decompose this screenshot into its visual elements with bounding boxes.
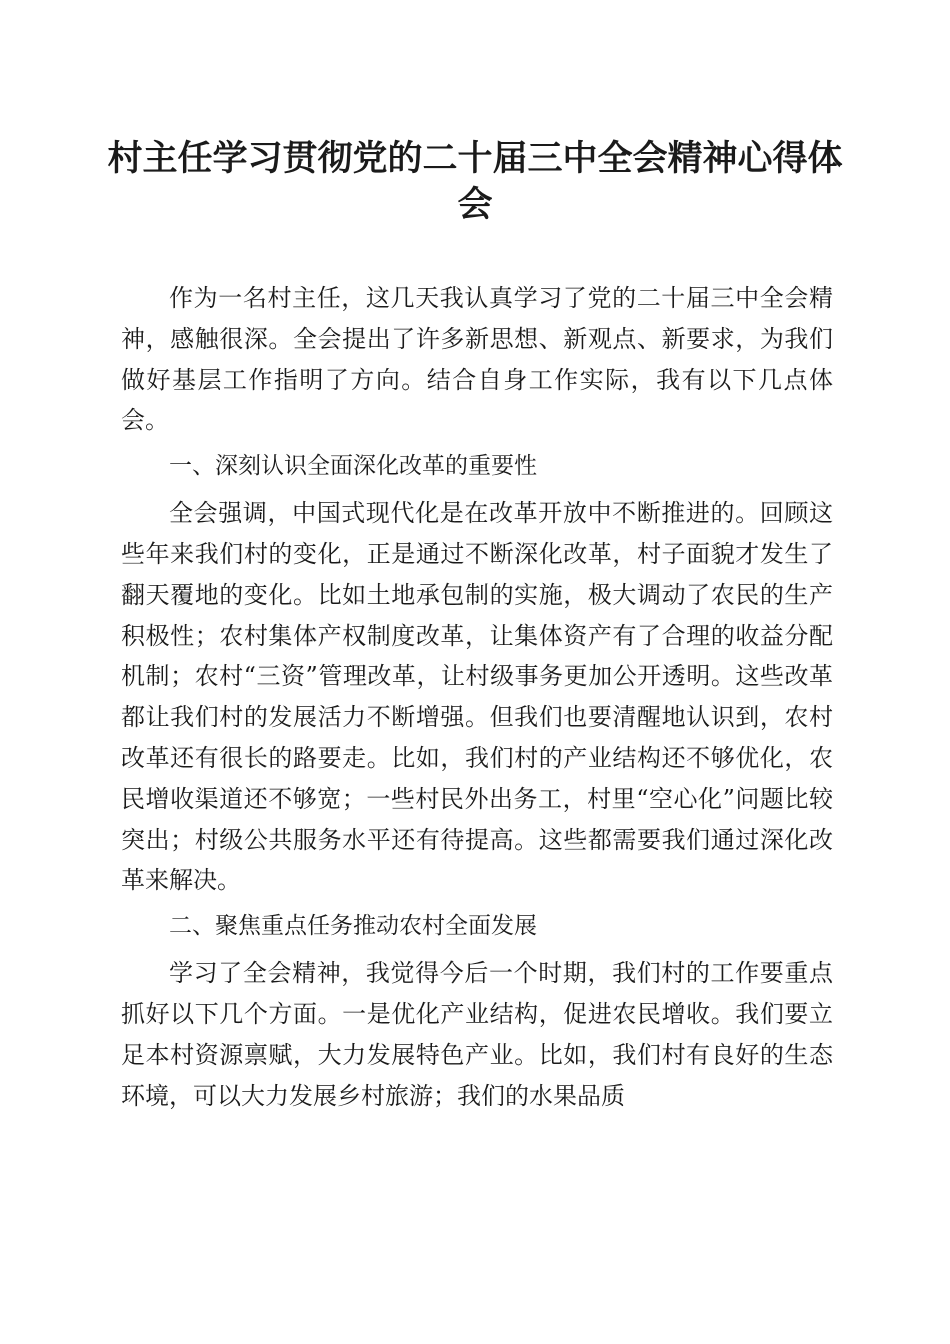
document-title: 村主任学习贯彻党的二十届三中全会精神心得体会: [107, 138, 843, 225]
document-body: [121, 278, 833, 1122]
section-1-paragraph: 全会强调，中国式现代化是在改革开放中不断推进的。回顾这些年来我们村的变化，正是通过不断深化改革，村子面貌才发生了翻天覆地的变化。比如土地承包制的实施，极大调动了农民的生产积极性；农村集体产权制度改革，让集体资产有了合理的收益分配机制；农村“三资”管理改革，让村级事务更加公开透明。这些改革都让我们村的发展活力不断增强。但我们也要清醒地认识到，农村改革还有很长的路要走。比如，我们村的产业结构还不够优化，农民增收渠道还不够宽；一些村民外出务工，村里“空心化”问题比较突出；村级公共服务水平还有待提高。这些都需要我们通过深化改革来解决。: [121, 499, 833, 895]
section-2-heading: 二、聚焦重点任务推动农村全面发展: [169, 913, 537, 940]
intro-paragraph: 作为一名村主任，这几天我认真学习了党的二十届三中全会精神，感触很深。全会提出了许多新思想、新观点、新要求，为我们做好基层工作指明了方向。结合自身工作实际，我有以下几点体会。: [121, 284, 833, 435]
section-1-heading: 一、深刻认识全面深化改革的重要性: [169, 453, 537, 480]
section-2-paragraph: 学习了全会精神，我觉得今后一个时期，我们村的工作要重点抓好以下几个方面。一是优化产业结构，促进农民增收。我们要立足本村资源禀赋，大力发展特色产业。比如，我们村有良好的生态环境，可以大力发展乡村旅游；我们的水果品质: [121, 959, 833, 1110]
